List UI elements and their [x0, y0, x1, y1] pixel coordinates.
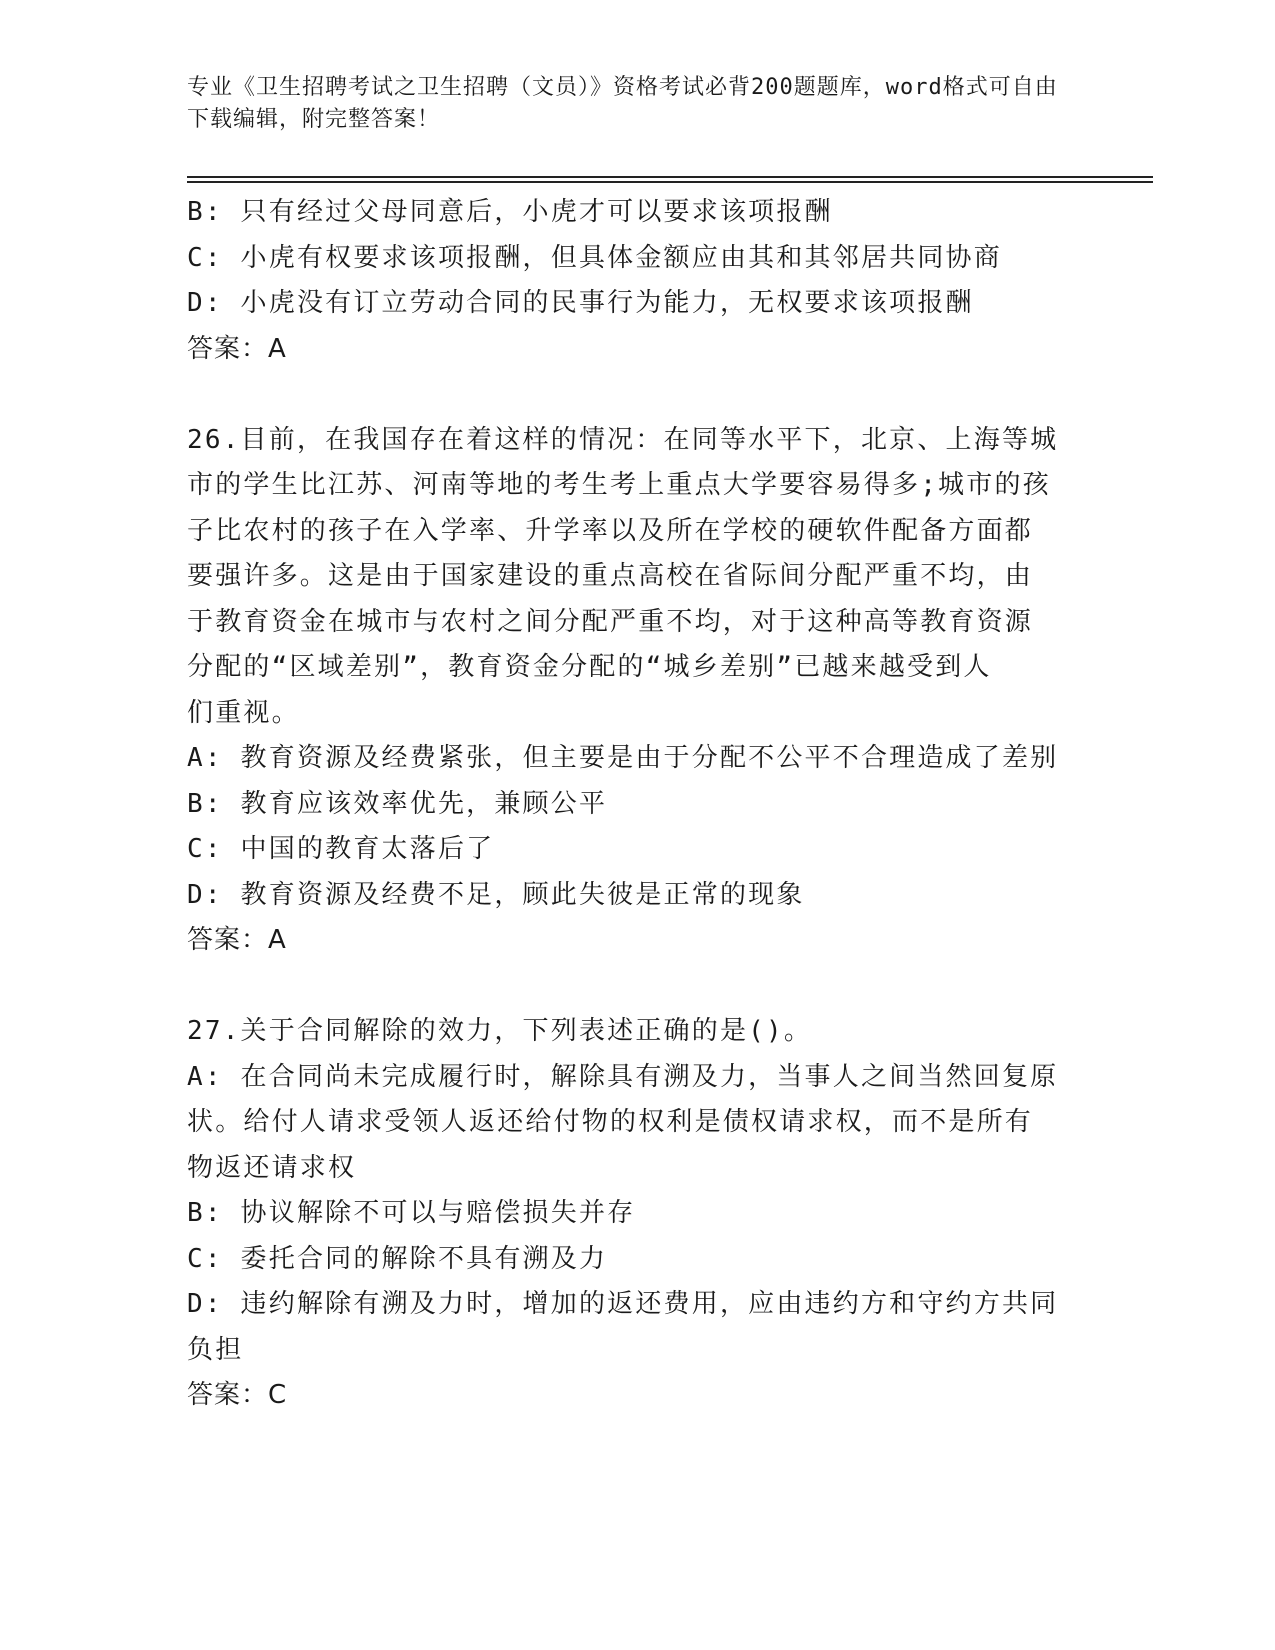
q26-stem-line: 子比农村的孩子在入学率、升学率以及所在学校的硬软件配备方面都	[187, 515, 1034, 546]
header-rule-top	[187, 176, 1153, 178]
q26-stem-line: 要强许多。这是由于国家建设的重点高校在省际间分配严重不均，由	[187, 561, 1034, 591]
q26-option-a: A: 教育资源及经费紧张，但主要是由于分配不公平不合理造成了差别	[187, 743, 1059, 773]
q26-stem-line: 分配的“区域差别”，教育资金分配的“城乡差别”已越来越受到人	[187, 652, 992, 682]
q27-option-a-line: 状。给付人请求受领人返还给付物的权利是债权请求权，而不是所有	[187, 1107, 1034, 1137]
question-27	[187, 1009, 1067, 1419]
q26-stem-line: 26.目前，在我国存在着这样的情况：在同等水平下，北京、上海等城	[187, 424, 1059, 455]
question-25-tail	[187, 190, 1067, 372]
q25-answer: 答案：A	[187, 333, 287, 364]
q27-option-d-line: D: 违约解除有溯及力时，增加的返还费用，应由违约方和守约方共同	[187, 1289, 1059, 1319]
q26-option-d: D: 教育资源及经费不足，顾此失彼是正常的现象	[187, 879, 805, 910]
q26-stem-line: 们重视。	[187, 697, 300, 728]
q26-stem-line: 于教育资金在城市与农村之间分配严重不均，对于这种高等教育资源	[187, 606, 1034, 637]
q26-stem-line: 市的学生比江苏、河南等地的考生考上重点大学要容易得多;城市的孩	[187, 470, 1051, 500]
q27-option-d-line: 负担	[187, 1334, 244, 1365]
spacer	[187, 372, 1067, 418]
page-header: 专业《卫生招聘考试之卫生招聘（文员）》资格考试必背200题题库，word格式可自由下载编辑，附完整答案！	[187, 75, 1058, 132]
header-rule-bottom	[187, 181, 1153, 183]
q26-answer: 答案：A	[187, 925, 287, 955]
q27-option-a-line: A: 在合同尚未完成履行时，解除具有溯及力，当事人之间当然回复原	[187, 1061, 1059, 1092]
spacer	[187, 964, 1067, 1010]
q27-option-c: C: 委托合同的解除不具有溯及力	[187, 1243, 608, 1274]
q27-stem: 27.关于合同解除的效力，下列表述正确的是()。	[187, 1016, 813, 1046]
q25-option-c: C: 小虎有权要求该项报酬，但具体金额应由其和其邻居共同协商	[187, 242, 1002, 273]
q26-option-c: C: 中国的教育太落后了	[187, 834, 495, 864]
q27-option-b: B: 协议解除不可以与赔偿损失并存	[187, 1198, 636, 1228]
q26-option-b: B: 教育应该效率优先，兼顾公平	[187, 788, 608, 819]
document-body	[187, 190, 1067, 1419]
q25-option-d: D: 小虎没有订立劳动合同的民事行为能力，无权要求该项报酬	[187, 288, 974, 318]
q27-option-a-line: 物返还请求权	[187, 1152, 357, 1183]
q27-answer: 答案：C	[187, 1380, 288, 1410]
question-26	[187, 418, 1067, 964]
q25-option-b: B: 只有经过父母同意后，小虎才可以要求该项报酬	[187, 197, 833, 227]
